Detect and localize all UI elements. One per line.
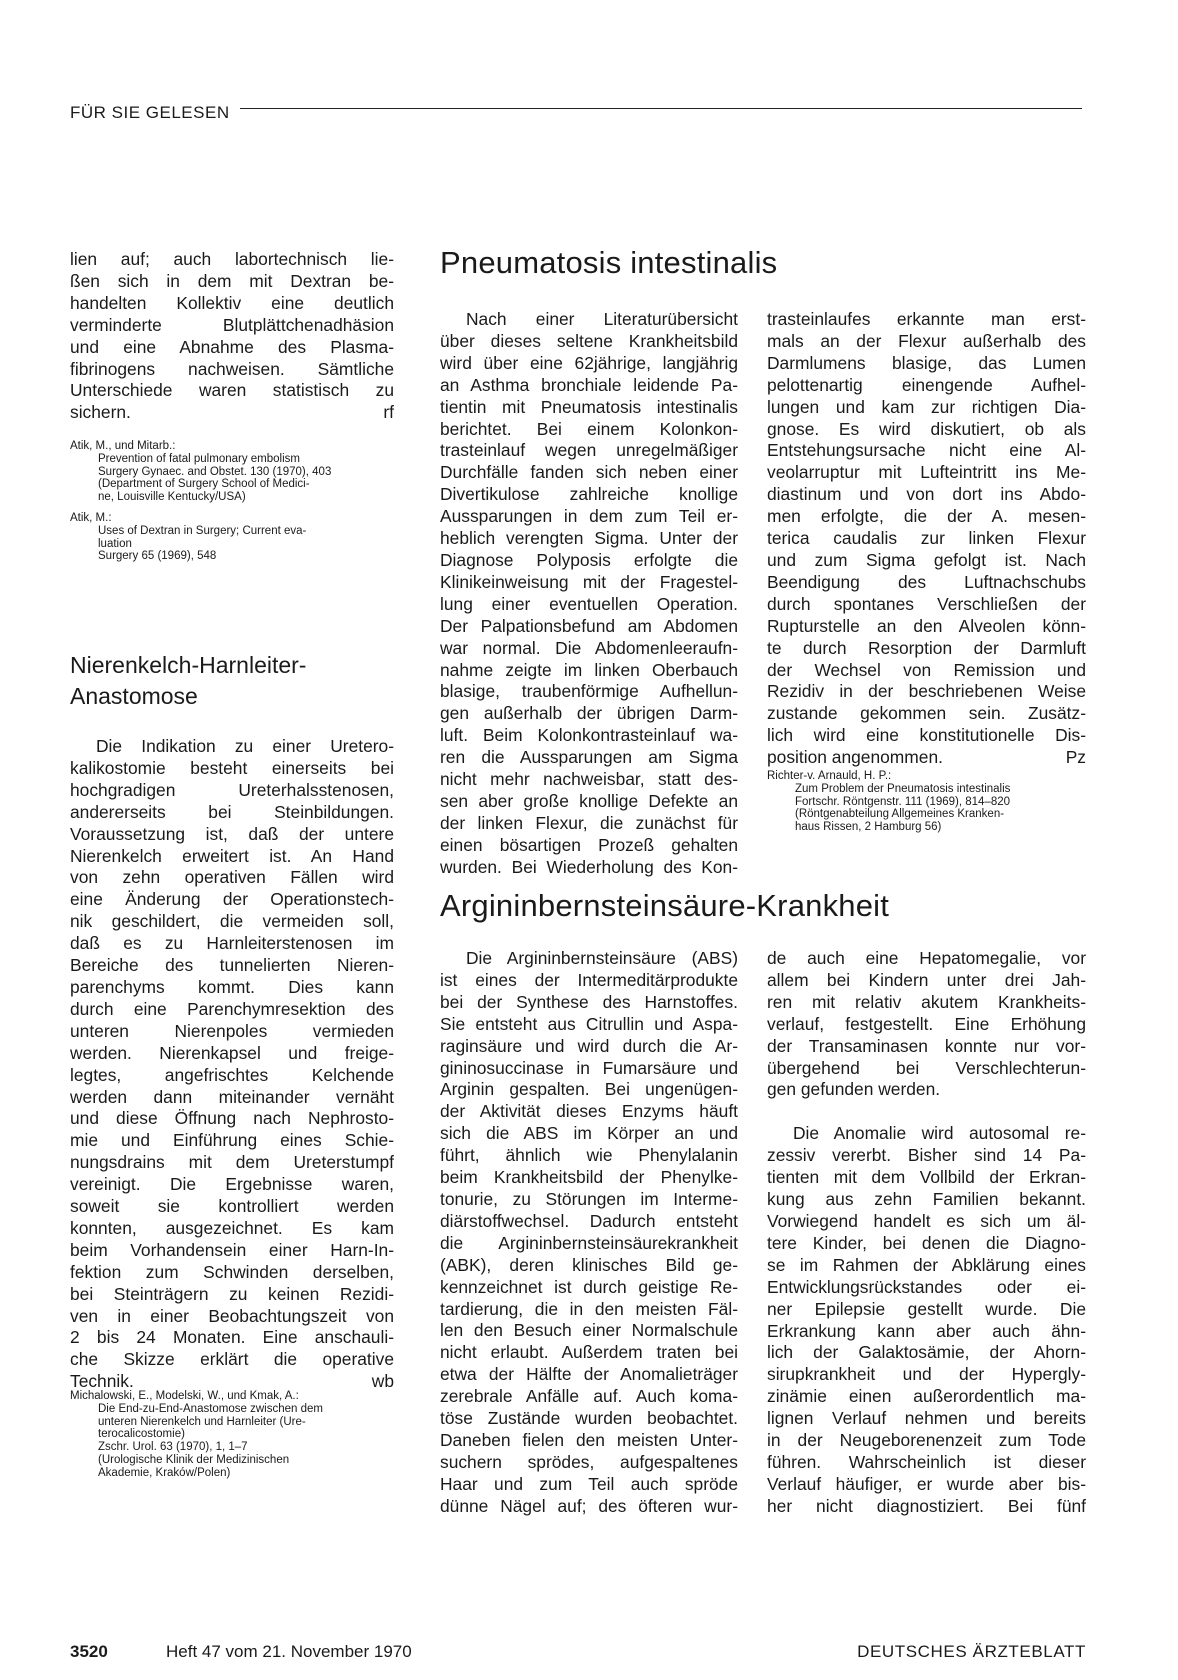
text-line: se im Rahmen der Abklärung eines <box>767 1254 1086 1275</box>
text-line: soweit sie kontrolliert werden <box>70 1196 394 1217</box>
text-line: führen. Wahrscheinlich ist dieser <box>767 1451 1086 1472</box>
text-line: Nach einer Literaturübersicht <box>466 309 738 329</box>
journal-name: DEUTSCHES ÄRZTEBLATT <box>857 1642 1086 1661</box>
text-line: men erfolgte, die der A. mesen- <box>767 506 1086 527</box>
reference-author: Richter-v. Arnauld, H. P.: <box>767 770 892 782</box>
text-line: hochgradigen Ureterhalsstenosen, <box>70 779 394 800</box>
text-line: lich der Galaktosämie, der Ahorn- <box>767 1342 1086 1363</box>
text-line: Sie entsteht aus Citrullin und Aspa- <box>440 1013 738 1034</box>
reference-author: Michalowski, E., Modelski, W., und Kmak, A.: <box>70 1390 299 1402</box>
text-line: che Skizze erklärt die operative <box>70 1349 394 1370</box>
abk-paragraph-last-line: gen gefunden werden. <box>767 1079 941 1100</box>
text-line: berichtet. Bei einem Kolonkon- <box>440 418 738 439</box>
reference-entry <box>70 440 394 504</box>
header-rule <box>240 108 1082 109</box>
reference-line: Akademie, Kraków/Polen) <box>98 1466 231 1479</box>
text-line: (ABK), deren klinisches Bild ge- <box>440 1254 738 1275</box>
text-line: töse Zustände wurden beobachtet. <box>440 1408 738 1429</box>
reference-entry <box>70 512 394 563</box>
text-line: Entwicklungsrückstandes oder ei- <box>767 1276 1086 1297</box>
text-line: sen aber große knollige Defekte an <box>440 790 738 811</box>
text-line: sirupkrankheit und der Hypergly- <box>767 1364 1086 1385</box>
text-line: unteren Nierenpoles vermieden <box>70 1020 394 1041</box>
text-line: verlauf, festgestellt. Eine Erhöhung <box>767 1013 1086 1034</box>
text-line: gen außerhalb der übrigen Darm- <box>440 703 738 724</box>
abk-column-a <box>440 948 738 1518</box>
text-line: Erkrankung kann aber auch ähn- <box>767 1320 1086 1341</box>
text-line: Beendigung des Luftnachschubs <box>767 571 1086 592</box>
reference-line: Fortschr. Röntgenstr. 111 (1969), 814–820 <box>795 795 1011 808</box>
text-line: Divertikulose zahlreiche knollige <box>440 484 738 505</box>
text-line: Rezidiv in der beschriebenen Weise <box>767 681 1086 702</box>
text-line: suchern sprödes, aufgespaltenes <box>440 1451 738 1472</box>
text-line: die Argininbernsteinsäurekrankheit <box>440 1232 738 1253</box>
text-line: her nicht diagnostiziert. Bei fünf <box>767 1495 1086 1516</box>
issue-info: Heft 47 vom 21. November 1970 <box>166 1642 412 1661</box>
text-line: führt, ähnlich wie Phenylalanin <box>440 1145 738 1166</box>
article-title-nierenkelch <box>70 650 394 712</box>
text-line: tonurie, zu Störungen im Interme- <box>440 1188 738 1209</box>
text-line: mie und Einführung eines Schie- <box>70 1130 394 1151</box>
text-line: lignen Verlauf nehmen und bereits <box>767 1408 1086 1429</box>
reference-line: haus Rissen, 2 Hamburg 56) <box>795 821 942 834</box>
text-line: allem bei Kindern unter drei Jah- <box>767 969 1086 990</box>
pneumatosis-column-a <box>440 309 738 879</box>
text-line: der Aktivität dieses Enzyms häuft <box>440 1101 738 1122</box>
text-line: und diese Öffnung nach Nephrosto- <box>70 1108 394 1129</box>
text-line: sich die ABS im Körper an und <box>440 1123 738 1144</box>
reference-line: Surgery 65 (1969), 548 <box>98 550 217 563</box>
text-line: ßen sich in dem mit Dextran be- <box>70 270 394 291</box>
text-line: zessiv vererbt. Bisher sind 14 Pa- <box>767 1145 1086 1166</box>
text-line: Arginin gespalten. Bei ungenügen- <box>440 1079 738 1100</box>
text-line: lung einer eventuellen Operation. <box>440 593 738 614</box>
text-line: andererseits bei Steinbildungen. <box>70 801 394 822</box>
pneumatosis-reference <box>767 770 1086 842</box>
reference-author: Atik, M., und Mitarb.: <box>70 440 176 452</box>
text-line: werden. Nierenkapsel und freige- <box>70 1042 394 1063</box>
reference-line: Zum Problem der Pneumatosis intestinalis <box>795 782 1011 795</box>
article-last-line: Technik. <box>70 1371 134 1392</box>
text-line: veolarruptur mit Lufteintritt ins Me- <box>767 462 1086 483</box>
text-line: vereinigt. Die Ergebnisse waren, <box>70 1174 394 1195</box>
text-line: Durchfälle fanden sich neben einer <box>440 462 738 483</box>
text-line: heblich verengten Sigma. Unter der <box>440 528 738 549</box>
text-line: Unterschiede waren statistisch zu <box>70 380 394 401</box>
reference-line: (Urologische Klinik der Medizinischen <box>98 1453 290 1466</box>
text-line: kennzeichnet ist durch geistige Re- <box>440 1276 738 1297</box>
text-line: Die Argininbernsteinsäure (ABS) <box>466 948 738 968</box>
pneumatosis-last-line: position angenommen. <box>767 747 943 768</box>
text-line: tardierung, die in den meisten Fäl- <box>440 1298 738 1319</box>
text-line: nicht erlaubt. Außerdem traten bei <box>440 1342 738 1363</box>
text-line: lich wird eine konstitutionelle Dis- <box>767 725 1086 746</box>
text-line: te durch Resorption der Darmluft <box>767 637 1086 658</box>
text-line: de auch eine Hepatomegalie, vor <box>767 948 1086 968</box>
text-line: etwa der Hälfte der Anomalieträger <box>440 1364 738 1385</box>
reference-line: unteren Nierenkelch und Harnleiter (Ure- <box>98 1415 306 1428</box>
reference-line: (Röntgenabteilung Allgemeines Kranken- <box>795 808 1005 821</box>
title-line: Nierenkelch-Harnleiter- <box>70 652 307 678</box>
text-line: verminderte Blutplättchenadhäsion <box>70 314 394 335</box>
text-line: zustande gekommen sein. Zusätz- <box>767 703 1086 724</box>
text-line: gininosuccinase in Fumarsäure und <box>440 1057 738 1078</box>
text-line: dünne Nägel auf; des öfteren wur- <box>440 1495 738 1516</box>
pneumatosis-column-b <box>767 309 1086 769</box>
text-line: Verlauf häufiger, er wurde aber bis- <box>767 1473 1086 1494</box>
text-line: bei der Synthese des Harnstoffes. <box>440 991 738 1012</box>
text-line: konnten, ausgezeichnet. Es kam <box>70 1217 394 1238</box>
reference-line: (Department of Surgery School of Medici- <box>98 478 310 491</box>
reference-line: Uses of Dextran in Surgery; Current eva- <box>98 524 307 537</box>
text-line: über dieses seltene Krankheitsbild <box>440 330 738 351</box>
text-line: einen bösartigen Prozeß gehalten <box>440 834 738 855</box>
text-line: mals an der Flexur außerhalb des <box>767 330 1086 351</box>
text-line: daß es zu Harnleiterstenosen im <box>70 933 394 954</box>
text-line: Haar und zum Teil auch spröde <box>440 1473 738 1494</box>
reference-line: Die End-zu-End-Anastomose zwischen dem <box>98 1402 323 1415</box>
text-line: pelottenartig einengende Aufhel- <box>767 374 1086 395</box>
text-line: in der Neugeborenenzeit zum Tode <box>767 1430 1086 1451</box>
text-line: wird über eine 62jährige, langjährig <box>440 352 738 373</box>
text-line: von zehn operativen Fällen wird <box>70 867 394 888</box>
text-line: ner Epilepsie gestellt wurde. Die <box>767 1298 1086 1319</box>
text-line: Voraussetzung ist, daß der untere <box>70 823 394 844</box>
text-line: bei Steinträgern zu keinen Rezidi- <box>70 1283 394 1304</box>
text-line: eine Änderung der Operationstech- <box>70 889 394 910</box>
text-line: lungen und kam zur richtigen Dia- <box>767 396 1086 417</box>
text-line: tere Kinder, bei denen die Diagno- <box>767 1232 1086 1253</box>
continuation-end-line <box>70 402 394 424</box>
text-line: legtes, angefrischtes Kelchende <box>70 1064 394 1085</box>
text-line: diärstoffwechsel. Dadurch entsteht <box>440 1210 738 1231</box>
text-line: kalikostomie besteht einerseits bei <box>70 757 394 778</box>
text-line: Rupturstelle an den Alveolen könn- <box>767 615 1086 636</box>
text-line: wurden. Bei Wiederholung des Kon- <box>440 856 738 877</box>
text-line: Bereiche des tunnelierten Nieren- <box>70 955 394 976</box>
text-line: Darmlumens blasige, das Lumen <box>767 352 1086 373</box>
reference-author: Atik, M.: <box>70 511 112 524</box>
author-sign: Pz <box>1065 747 1086 768</box>
text-line: Nierenkelch erweitert ist. An Hand <box>70 845 394 866</box>
text-line: Der Palpationsbefund am Abdomen <box>440 615 738 636</box>
text-line: ren mit relativ akutem Krankheits- <box>767 991 1086 1012</box>
continuation-last-line: sichern. <box>70 402 131 423</box>
text-line: zerebrale Anfälle auf. Auch koma- <box>440 1386 738 1407</box>
text-line: und eine Abnahme des Plasma- <box>70 336 394 357</box>
title-line: Anastomose <box>70 683 198 709</box>
text-line: Daneben fielen den meisten Unter- <box>440 1429 738 1450</box>
text-line: tientin mit Pneumatosis intestinalis <box>440 396 738 417</box>
reference-line: Prevention of fatal pulmonary embolism <box>98 452 300 465</box>
article-title-abk: Argininbernsteinsäure-Krankheit <box>440 888 890 923</box>
text-line: parenchyms kommt. Dies kann <box>70 976 394 997</box>
text-line: raginsäure und wird durch die Ar- <box>440 1035 738 1056</box>
text-line: beim Krankheitsbild der Phenylke- <box>440 1167 738 1188</box>
text-line: Die Indikation zu einer Uretero- <box>96 736 394 756</box>
text-line: an Asthma bronchiale leidende Pa- <box>440 374 738 395</box>
text-line: Die Anomalie wird autosomal re- <box>793 1123 1086 1144</box>
text-line: trasteinlaufes erkannte man erst- <box>767 309 1086 329</box>
text-line: ven in einer Beobachtungszeit von <box>70 1305 394 1326</box>
text-line: werden dann miteinander vernäht <box>70 1086 394 1107</box>
text-line: nik geschildert, die vermeiden soll, <box>70 911 394 932</box>
text-line: Vorwiegend handelt es sich um äl- <box>767 1210 1086 1231</box>
reference-line: Zschr. Urol. 63 (1970), 1, 1–7 <box>98 1441 248 1454</box>
reference-line: ne, Louisville Kentucky/USA) <box>98 491 246 504</box>
pneumatosis-end-line <box>767 747 1086 769</box>
author-sign: rf <box>383 402 394 423</box>
reference-line: terocalicostomie) <box>98 1428 185 1441</box>
text-line: beim Vorhandensein einer Harn-In- <box>70 1239 394 1260</box>
continuation-text <box>70 249 394 424</box>
text-line: nungsdrains mit dem Ureterstumpf <box>70 1152 394 1173</box>
reference-entry <box>70 1390 394 1480</box>
text-line: trasteinlauf wegen unregelmäßiger <box>440 440 738 461</box>
running-head: FÜR SIE GELESEN <box>70 103 230 122</box>
text-line: nahme zeigte im linken Oberbauch <box>440 659 738 680</box>
text-line: zinämie einen außerordentlich ma- <box>767 1386 1086 1407</box>
text-line: und zum Sigma gefolgt ist. Nach <box>767 549 1086 570</box>
reference-list <box>70 440 394 571</box>
text-line: tienten mit dem Vollbild der Erkran- <box>767 1167 1086 1188</box>
text-line: luft. Beim Kolonkontrasteinlauf wa- <box>440 725 738 746</box>
reference-line: Surgery Gynaec. and Obstet. 130 (1970), 403 <box>98 465 332 478</box>
text-line: Klinikeinweisung mit der Fragestel- <box>440 571 738 592</box>
text-line: gnose. Es wird diskutiert, ob als <box>767 418 1086 439</box>
text-line: nicht mehr nachweisbar, statt des- <box>440 769 738 790</box>
text-line: fektion zum Schwinden derselben, <box>70 1261 394 1282</box>
text-line: ist eines der Intermeditärprodukte <box>440 969 738 990</box>
author-sign: wb <box>371 1371 394 1392</box>
text-line: der Wechsel von Remission und <box>767 659 1086 680</box>
text-line: lien auf; auch labortechnisch lie- <box>70 249 394 269</box>
text-line: durch spontanes Verschließen der <box>767 593 1086 614</box>
text-line: diastinum und von dort ins Abdo- <box>767 484 1086 505</box>
text-line: der linken Flexur, die zunächst für <box>440 812 738 833</box>
text-line: terica caudalis zur linken Flexur <box>767 528 1086 549</box>
text-line: fibrinogens nachweisen. Sämtliche <box>70 358 394 379</box>
text-line: kung aus zehn Familien bekannt. <box>767 1189 1086 1210</box>
text-line: handelten Kollektiv eine deutlich <box>70 292 394 313</box>
article-reference-list <box>70 1390 394 1488</box>
page-number: 3520 <box>70 1642 108 1661</box>
text-line: Diagnose Polyposis erfolgte die <box>440 549 738 570</box>
text-line: ren die Aussparungen am Sigma <box>440 747 738 768</box>
text-line: übergehend bei Verschlechterun- <box>767 1057 1086 1078</box>
article-title-pneumatosis: Pneumatosis intestinalis <box>440 245 778 280</box>
reference-line: luation <box>98 537 132 550</box>
text-line: Entstehungsursache nicht eine Al- <box>767 440 1086 461</box>
text-line: der Transaminasen konnte nur vor- <box>767 1035 1086 1056</box>
text-line: war normal. Die Abdomenleeraufn- <box>440 637 738 658</box>
text-line: durch eine Parenchymresektion des <box>70 998 394 1019</box>
article-body-nierenkelch <box>70 736 394 1393</box>
reference-entry <box>767 770 1086 834</box>
abk-column-b <box>767 948 1086 1518</box>
text-line: blasige, traubenförmige Aufhellun- <box>440 681 738 702</box>
text-line: Aussparungen in dem zum Teil er- <box>440 506 738 527</box>
text-line: len den Besuch einer Normalschule <box>440 1320 738 1341</box>
text-line: 2 bis 24 Monaten. Eine anschauli- <box>70 1327 394 1348</box>
